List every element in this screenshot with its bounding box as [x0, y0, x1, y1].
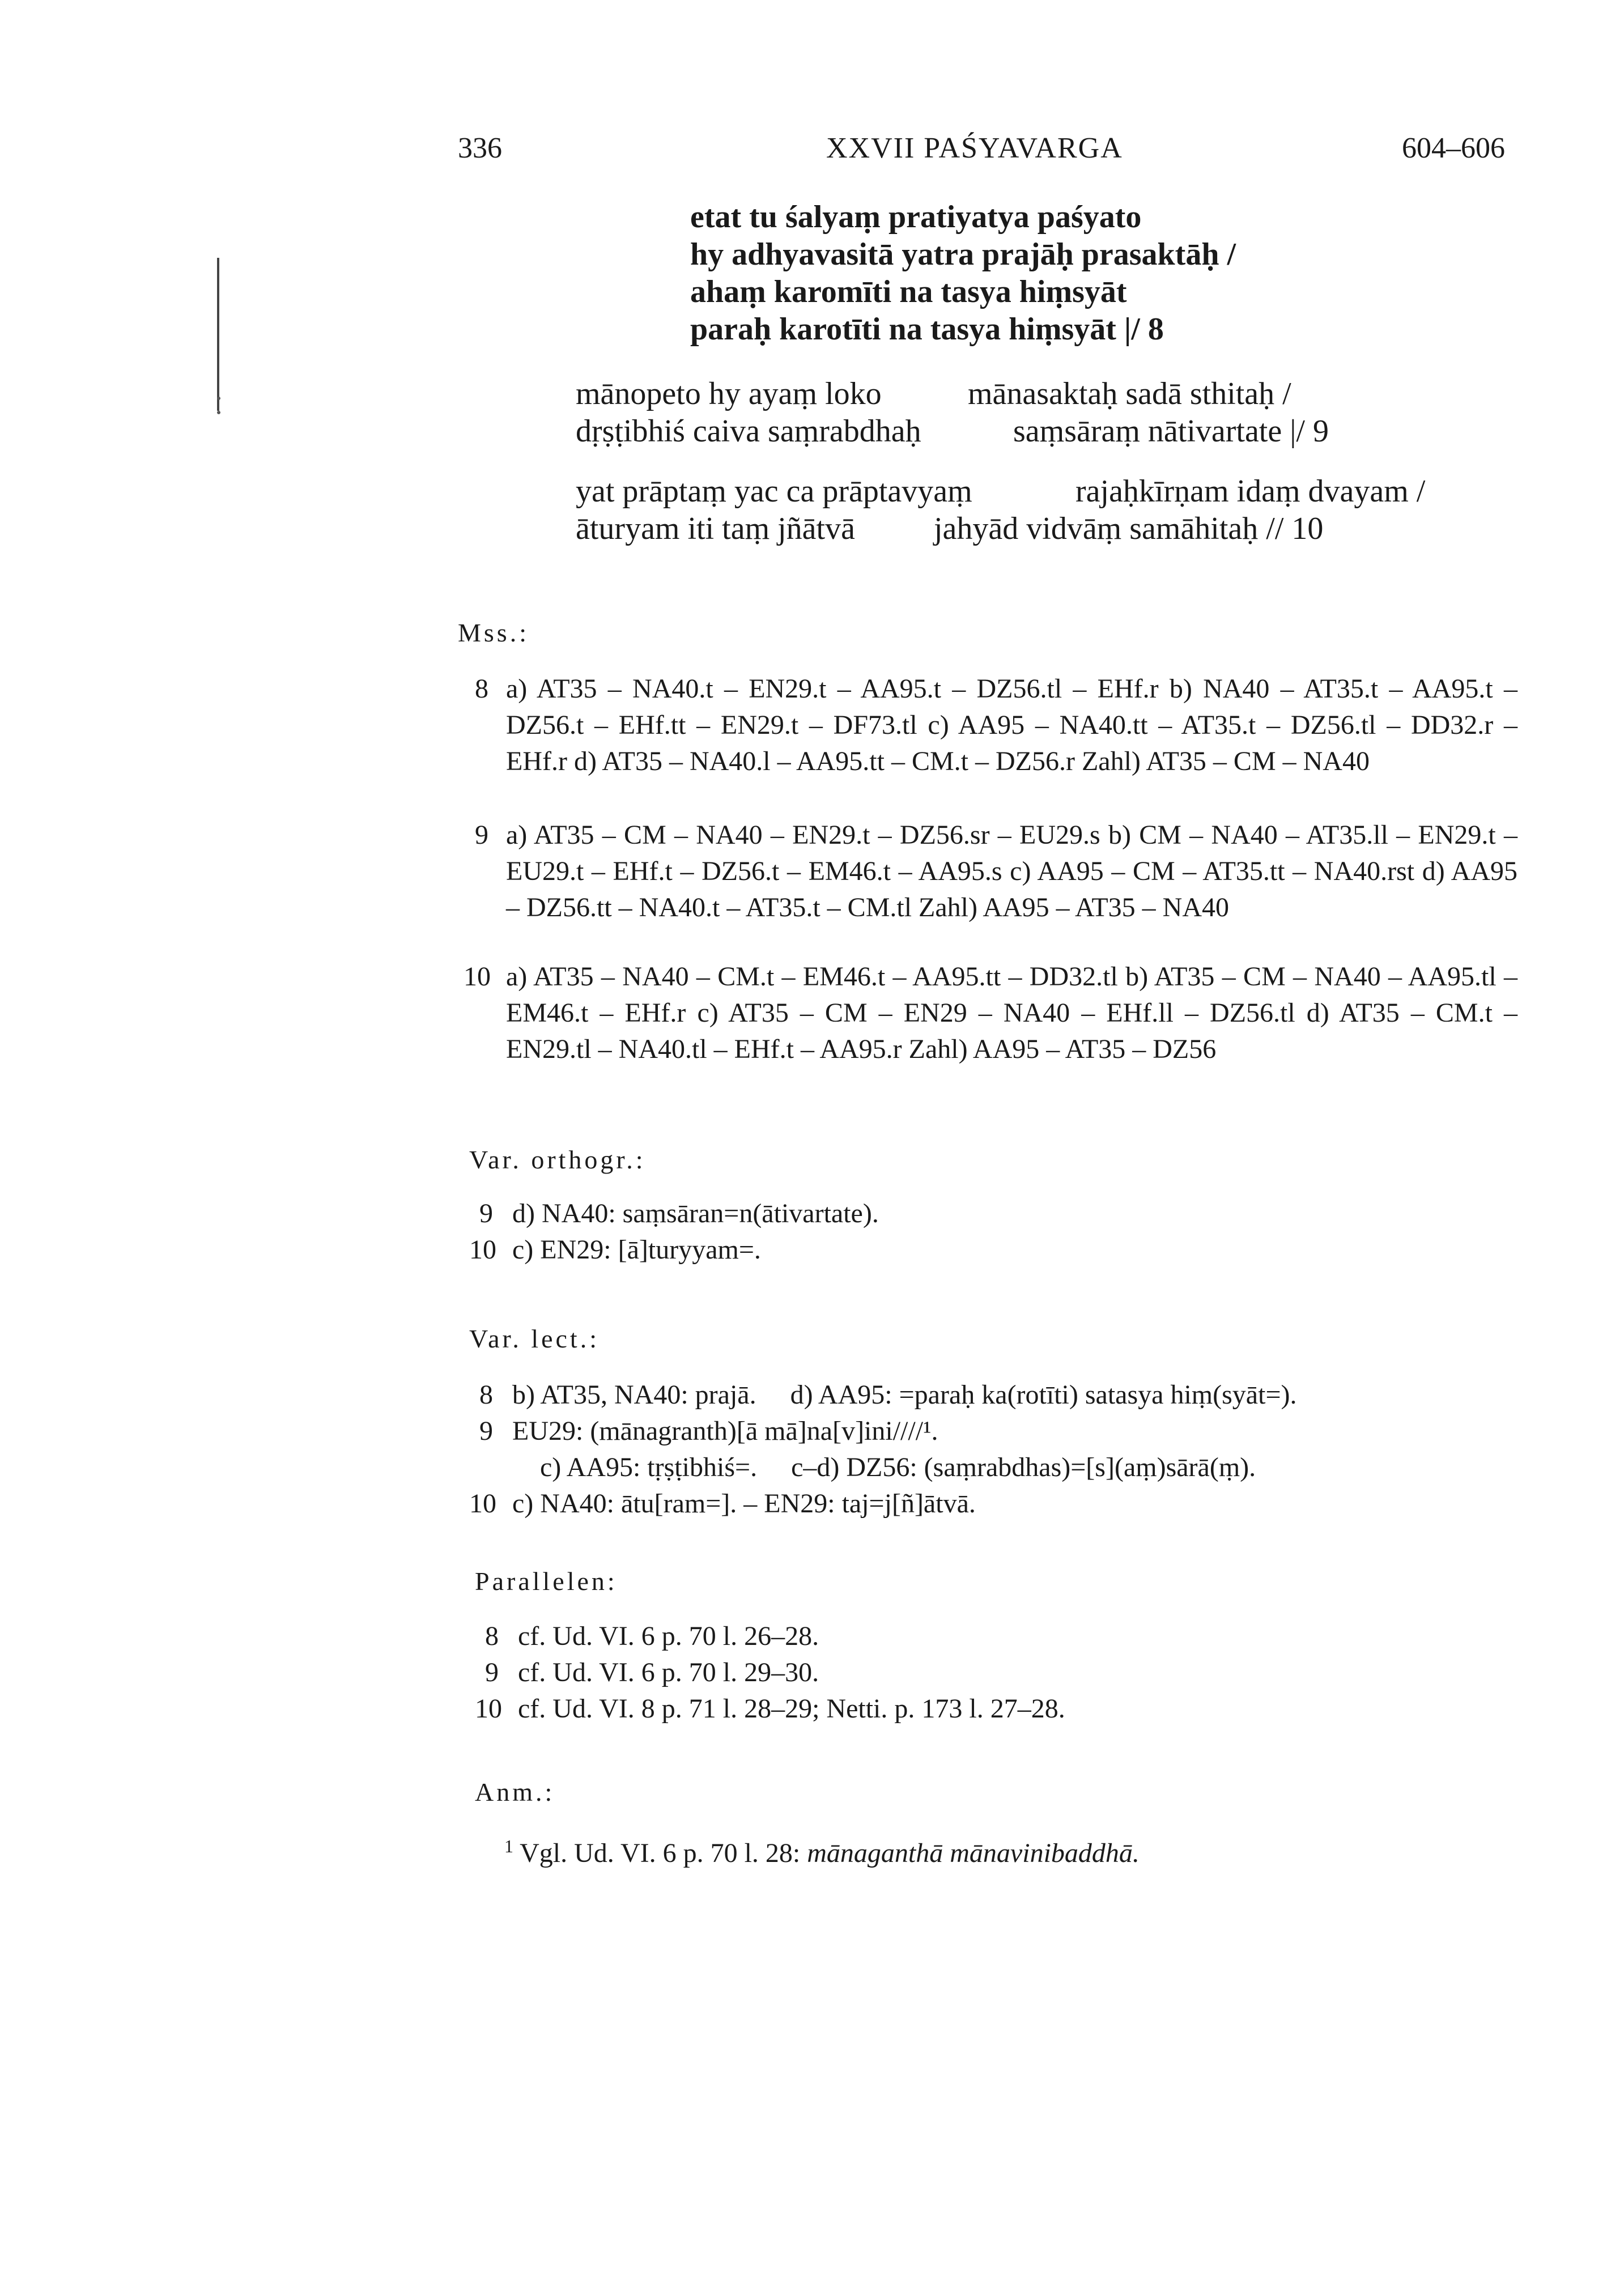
parallel-line: [475, 1655, 819, 1691]
margin-dot: [217, 397, 220, 400]
verse-line: etat tu śalyaṃ pratiyatya paśyato: [690, 199, 1142, 235]
margin-rule: [217, 258, 219, 411]
mss-entry-text: a) AT35 – NA40.t – EN29.t – AA95.t – DZ56.tl – EHf.r b) NA40 – AT35.t – AA95.t – DZ56.t – EHf.tt – EN29.t – DF73.tl c) AA95 – NA40.tt – AT35.t – DZ56.tl – DD32.r – EHf.r d) AT35 – NA40.l – AA95.tt – CM.t – DZ56.r Zahl) AT35 – CM – NA40: [506, 674, 1517, 776]
verse-line: hy adhyavasitā yatra prajāḥ prasaktāḥ /: [690, 237, 1236, 272]
verse-pada-a: yat prāptaṃ yac ca prāptavyaṃ: [576, 474, 972, 509]
section-heading-anm: Anm.:: [475, 1778, 555, 1806]
verse-number: 9: [479, 1416, 493, 1446]
section-heading-parallelen: Parallelen:: [475, 1567, 618, 1596]
mss-entry-10: [464, 959, 1517, 1068]
section-heading-var-lect: Var. lect.:: [469, 1324, 600, 1353]
lect-text: EU29: (mānagranth)[ā mā]na[v]ini////¹.: [512, 1416, 938, 1446]
orthogr-text: d) NA40: saṃsāran=n(ātivartate).: [512, 1198, 879, 1228]
footnote-mark: 1: [504, 1836, 513, 1856]
parallel-text: cf. Ud. VI. 6 p. 70 l. 26–28.: [518, 1621, 819, 1651]
parallel-line: [475, 1618, 819, 1655]
footnote-quote: mānaganthā mānavinibaddhā.: [807, 1838, 1140, 1868]
footnote-text: Vgl. Ud. VI. 6 p. 70 l. 28:: [520, 1838, 807, 1868]
verse-number: 10: [464, 962, 491, 992]
verse-number: 10: [469, 1489, 496, 1519]
verse-pada-a: dṛṣṭibhiś caiva saṃrabdhaḥ: [576, 414, 921, 449]
verse-number: 9: [479, 1198, 493, 1228]
parallel-text: cf. Ud. VI. 6 p. 70 l. 29–30.: [518, 1657, 819, 1687]
running-title: XXVII PAŚYAVARGA: [826, 132, 1123, 164]
mss-entry-text: a) AT35 – NA40 – CM.t – EM46.t – AA95.tt – DD32.tl b) AT35 – CM – NA40 – AA95.tl – EM46.t – EHf.r c) AT35 – CM – EN29 – NA40 – EHf.ll – DZ56.tl d) AT35 – CM.t – EN29.tl – NA40.tl – EHf.t – AA95.r Zahl) AA95 – AT35 – DZ56: [506, 962, 1517, 1064]
verse-number: 8: [479, 1380, 493, 1410]
verse-range: 604–606: [1402, 132, 1505, 164]
lect-text: c) NA40: ātu[ram=]. – EN29: taj=j[ñ]ātvā.: [512, 1489, 976, 1519]
section-heading-var-orthogr: Var. orthogr.:: [469, 1145, 646, 1174]
orthogr-line: [469, 1232, 761, 1268]
verse-pada-a: āturyam iti taṃ jñātvā: [576, 511, 855, 546]
mss-entry-9: [475, 817, 1517, 926]
verse-line: paraḥ karotīti na tasya hiṃsyāt |/ 8: [690, 312, 1164, 347]
verse-number: 8: [475, 674, 488, 704]
lect-line: [469, 1413, 938, 1449]
verse-pada-b: rajaḥkīrṇam idaṃ dvayam /: [1075, 474, 1426, 509]
lect-line: [469, 1486, 976, 1522]
verse-number: 10: [475, 1694, 502, 1724]
margin-dot: [217, 411, 220, 414]
verse-number: 8: [485, 1621, 499, 1651]
verse-number: 10: [469, 1235, 496, 1265]
lect-line: [469, 1377, 1297, 1413]
orthogr-text: c) EN29: [ā]turyyam=.: [512, 1235, 761, 1265]
orthogr-line: [469, 1196, 879, 1232]
verse-pada-b: jahyād vidvāṃ samāhitaḥ // 10: [934, 511, 1324, 546]
verse-line: ahaṃ karomīti na tasya hiṃsyāt: [690, 274, 1127, 309]
parallel-text: cf. Ud. VI. 8 p. 71 l. 28–29; Netti. p. 173 l. 27–28.: [518, 1694, 1065, 1724]
lect-text: b) AT35, NA40: prajā. d) AA95: =paraḥ ka(rotīti) satasya hiṃ(syāt=).: [512, 1380, 1297, 1410]
verse-number: 9: [485, 1657, 499, 1687]
verse-pada-b: saṃsāraṃ nātivartate |/ 9: [1013, 414, 1329, 449]
page-number: 336: [458, 132, 502, 164]
verse-pada-a: mānopeto hy ayaṃ loko: [576, 376, 882, 411]
mss-entry-8: [475, 671, 1517, 780]
section-heading-mss: Mss.:: [458, 618, 529, 647]
footnote: [504, 1828, 1140, 1872]
verse-number: 9: [475, 820, 488, 850]
mss-entry-text: a) AT35 – CM – NA40 – EN29.t – DZ56.sr – EU29.s b) CM – NA40 – AT35.ll – EN29.t – EU29.t – EHf.t – DZ56.t – EM46.t – AA95.s c) AA95 – CM – AT35.tt – NA40.rst d) AA95 – DZ56.tt – NA40.t – AT35.t – CM.tl Zahl) AA95 – AT35 – NA40: [506, 820, 1517, 922]
parallel-line: [475, 1691, 1065, 1727]
lect-text: c) AA95: tṛṣṭibhiś=. c–d) DZ56: (saṃrabdhas)=[s](aṃ)sārā(ṃ).: [540, 1452, 1256, 1482]
verse-pada-b: mānasaktaḥ sadā sthitaḥ /: [968, 376, 1291, 411]
lect-line: [469, 1449, 1256, 1486]
